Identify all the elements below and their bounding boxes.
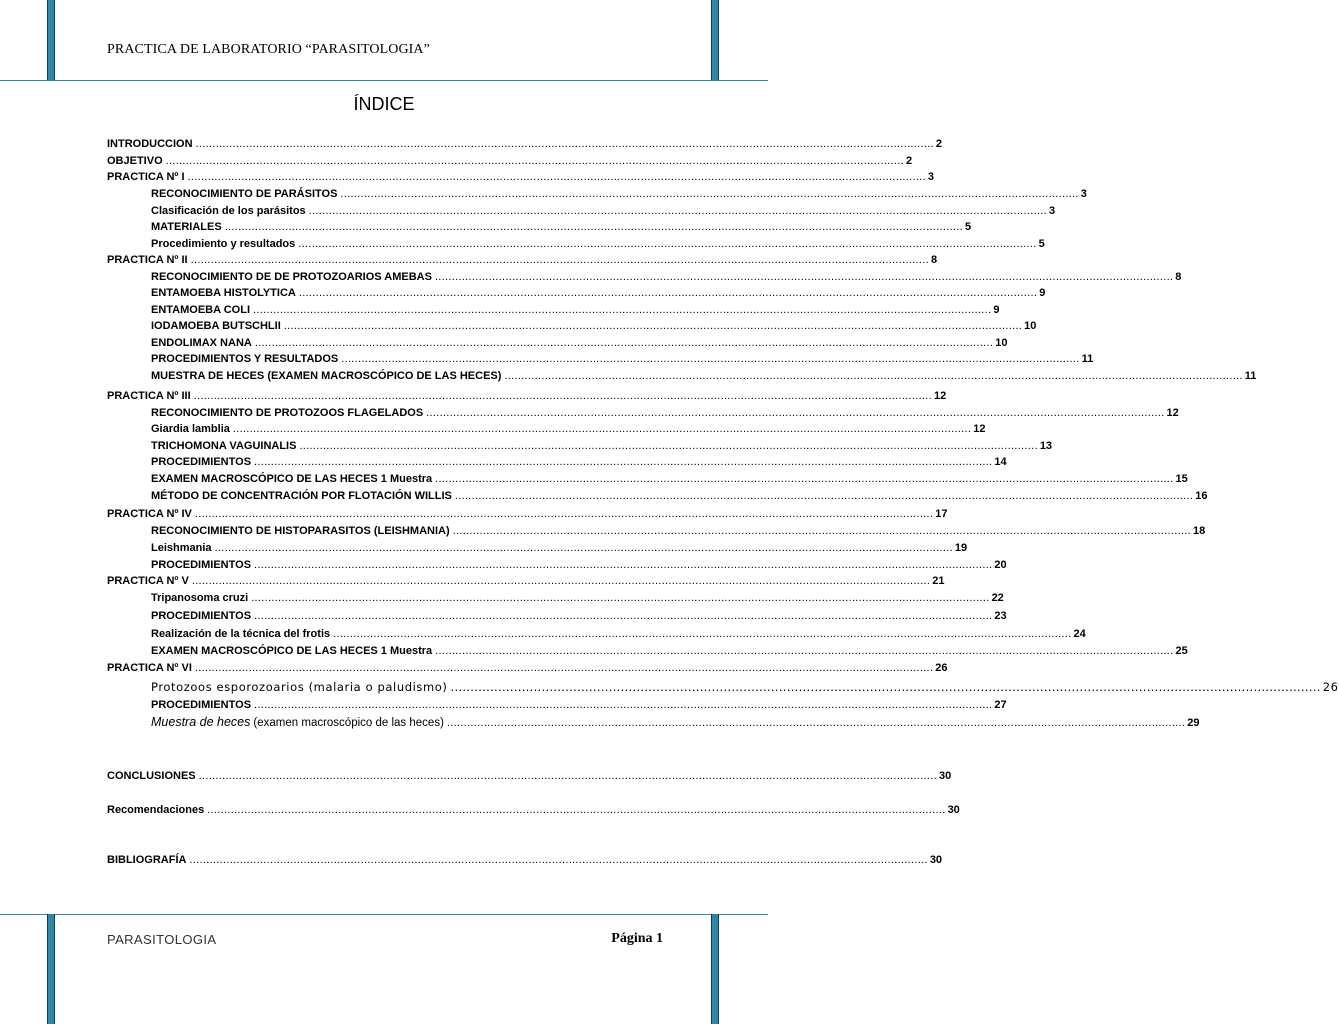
toc-entry-label: RECONOCIMIENTO DE PROTOZOOS FLAGELADOS (151, 407, 424, 419)
toc-dot-leader: ............................................................................................................................................................................................................................ (452, 525, 1192, 537)
toc-entry-label: TRICHOMONA VAGUINALIS (151, 440, 297, 452)
toc-entry-label: MÉTODO DE CONCENTRACIÓN POR FLOTACIÓN WILLIS (151, 490, 452, 502)
toc-dot-leader: ............................................................................................................................................................................................................................ (504, 370, 1243, 382)
toc-entry[interactable] (107, 573, 945, 589)
toc-entry-page: 18 (1193, 525, 1206, 537)
toc-dot-leader: ............................................................................................................................................................................................................................ (254, 456, 993, 468)
toc-entry-page: 3 (1049, 205, 1056, 217)
toc-entry[interactable] (107, 852, 943, 868)
toc-entry-page: 25 (1175, 645, 1188, 657)
toc-dot-leader: ............................................................................................................................................................................................................................ (454, 490, 1194, 502)
toc-dot-leader: ............................................................................................................................................................................................................................ (251, 592, 990, 604)
toc-entry-page: 23 (994, 610, 1007, 622)
toc-entry[interactable] (151, 203, 1056, 219)
toc-entry-page: 8 (1175, 271, 1182, 283)
toc-entry-page: 30 (947, 804, 960, 816)
toc-dot-leader: ............................................................................................................................................................................................................................ (308, 205, 1048, 217)
toc-entry-page: 16 (1195, 490, 1208, 502)
toc-entry[interactable] (151, 488, 1208, 504)
toc-entry[interactable] (107, 768, 952, 784)
toc-dot-leader: ............................................................................................................................................................................................................................ (435, 645, 1174, 657)
toc-entry[interactable] (151, 590, 1004, 606)
footer-right-bar (711, 914, 719, 1024)
toc-entry-page: 13 (1039, 440, 1053, 452)
toc-entry-label: OBJETIVO (107, 155, 163, 167)
toc-dot-leader: ............................................................................................................................................................................................................................ (214, 542, 953, 554)
toc-entry-page: 9 (1039, 287, 1046, 299)
toc-entry[interactable] (107, 252, 938, 268)
toc-entry[interactable] (151, 405, 1179, 421)
toc-entry-label: PROCEDIMIENTOS (151, 559, 252, 571)
toc-dot-leader: ............................................................................................................................................................................................................................ (254, 699, 993, 711)
toc-entry[interactable] (151, 269, 1182, 285)
toc-dot-leader: ............................................................................................................................................................................................................................ (195, 138, 934, 150)
toc-entry-label: ENTAMOEBA COLI (151, 304, 250, 316)
toc-entry-label: IODAMOEBA BUTSCHLII (151, 320, 281, 332)
toc-entry[interactable] (151, 318, 1037, 334)
toc-dot-leader: ............................................................................................................................................................................................................................ (224, 221, 964, 233)
toc-entry-page: 11 (1244, 370, 1257, 382)
toc-entry-page: 26 (1322, 680, 1339, 694)
toc-entry[interactable] (107, 388, 947, 404)
toc-entry-label: Leishmania (151, 542, 212, 554)
toc-entry-label: INTRODUCCION (107, 138, 193, 150)
toc-entry-label: Clasificación de los parásitos (151, 205, 306, 217)
toc-entry-page: 30 (938, 770, 952, 782)
toc-entry-page: 17 (935, 508, 948, 520)
toc-entry-label: PRACTICA Nº II (107, 254, 188, 266)
toc-entry[interactable] (151, 438, 1053, 454)
toc-entry-label (151, 714, 444, 731)
page-title: ÍNDICE (353, 94, 415, 114)
toc-entry[interactable] (151, 302, 1000, 318)
toc-dot-leader: ............................................................................................................................................................................................................................ (426, 407, 1165, 419)
toc-entry[interactable] (151, 236, 1045, 252)
toc-dot-leader: ............................................................................................................................................................................................................................ (191, 575, 931, 587)
toc-entry-label: MUESTRA DE HECES (EXAMEN MACROSCÓPICO DE LAS HECES) (151, 370, 502, 382)
toc-dot-leader: ............................................................................................................................................................................................................................ (165, 155, 904, 167)
toc-entry-page: 5 (1038, 238, 1045, 250)
toc-entry-label: PRACTICA Nº V (107, 575, 189, 587)
toc-entry-page: 12 (934, 390, 947, 402)
toc-dot-leader: ............................................................................................................................................................................................................................ (446, 717, 1186, 729)
header-title: PRACTICA DE LABORATORIO “PARASITOLOGIA” (107, 42, 430, 57)
toc-entry[interactable] (151, 335, 1008, 351)
toc-entry-page: 3 (1080, 188, 1087, 200)
toc-entry-label: PRACTICA Nº I (107, 171, 185, 183)
toc-dot-leader: ............................................................................................................................................................................................................................ (333, 628, 1072, 640)
toc-entry-label: BIBLIOGRAFÍA (107, 854, 187, 866)
toc-entry[interactable] (107, 153, 913, 169)
toc-entry-label: Procedimiento y resultados (151, 238, 296, 250)
toc-entry-page: 20 (994, 559, 1007, 571)
toc-entry-page: 2 (935, 138, 943, 150)
footer-left-bar (47, 914, 55, 1024)
toc-dot-leader: ............................................................................................................................................................................................................................ (298, 238, 1037, 250)
toc-entry[interactable] (107, 506, 948, 522)
toc-dot-leader: ............................................................................................................................................................................................................................ (190, 254, 929, 266)
toc-entry-label: PROCEDIMIENTOS (151, 456, 252, 468)
toc-entry-label: PRACTICA Nº VI (107, 662, 192, 674)
toc-entry[interactable] (151, 608, 1007, 624)
toc-entry-page: 10 (1024, 320, 1037, 332)
toc-dot-leader: ............................................................................................................................................................................................................................ (283, 320, 1023, 332)
toc-dot-leader: ............................................................................................................................................................................................................................ (299, 440, 1038, 452)
toc-entry-page: 11 (1081, 353, 1094, 365)
toc-entry-page: 22 (991, 592, 1004, 604)
toc-entry-label: Giardia lamblia (151, 423, 230, 435)
toc-dot-leader: ............................................................................................................................................................................................................................ (254, 610, 993, 622)
toc-entry-page: 3 (927, 171, 935, 183)
toc-entry[interactable] (151, 643, 1188, 659)
toc-entry[interactable] (151, 697, 1007, 713)
toc-dot-leader: ............................................................................................................................................................................................................................ (254, 337, 994, 349)
toc-entry[interactable] (151, 454, 1007, 470)
toc-dot-leader: ............................................................................................................................................................................................................................ (435, 473, 1174, 485)
toc-entry[interactable] (151, 523, 1206, 539)
toc-dot-leader: ............................................................................................................................................................................................................................ (254, 559, 993, 571)
toc-entry-page: 2 (905, 155, 913, 167)
toc-entry-label: Protozoos esporozoarios (malaria o paludismo) (151, 680, 448, 694)
toc-entry-label: EXAMEN MACROSCÓPICO DE LAS HECES 1 Muestra (151, 645, 433, 657)
toc-entry-label: Recomendaciones (107, 804, 205, 816)
toc-dot-leader: ............................................................................................................................................................................................................................ (450, 680, 1321, 694)
toc-entry-page: 29 (1187, 717, 1200, 729)
toc-entry-label: RECONOCIMIENTO DE DE PROTOZOARIOS AMEBAS (151, 271, 432, 283)
toc-entry-label-italic: Muestra de heces (151, 715, 251, 729)
toc-entry[interactable] (151, 351, 1094, 367)
toc-entry-label: RECONOCIMIENTO DE HISTOPARASITOS (LEISHMANIA) (151, 525, 450, 537)
footer-rule (0, 914, 768, 915)
toc-entry-label: Tripanosoma cruzi (151, 592, 249, 604)
toc-entry[interactable] (151, 285, 1046, 301)
footer-page-number: Página 1 (611, 931, 663, 946)
toc-entry[interactable] (151, 540, 968, 556)
footer-left-text: PARASITOLOGIA (107, 932, 217, 947)
toc-entry[interactable] (151, 421, 986, 437)
toc-dot-leader: ............................................................................................................................................................................................................................ (189, 854, 928, 866)
toc-dot-leader: ............................................................................................................................................................................................................................ (194, 508, 934, 520)
toc-dot-leader: ............................................................................................................................................................................................................................ (194, 662, 934, 674)
toc-entry[interactable] (107, 169, 935, 185)
toc-dot-leader: ............................................................................................................................................................................................................................ (207, 804, 946, 816)
toc-dot-leader: ............................................................................................................................................................................................................................ (253, 304, 992, 316)
toc-dot-leader: ............................................................................................................................................................................................................................ (340, 188, 1079, 200)
toc-entry[interactable] (151, 557, 1007, 573)
toc-entry-label: CONCLUSIONES (107, 770, 196, 782)
toc-entry-label: PROCEDIMIENTOS Y RESULTADOS (151, 353, 339, 365)
toc-entry-label: PROCEDIMIENTOS (151, 610, 252, 622)
toc-entry-page: 9 (993, 304, 1000, 316)
toc-entry[interactable] (151, 679, 1339, 695)
toc-entry-label: RECONOCIMIENTO DE PARÁSITOS (151, 188, 338, 200)
toc-entry-label: PRACTICA Nº IV (107, 508, 192, 520)
toc-entry[interactable] (107, 136, 943, 152)
toc-entry-label: MATERIALES (151, 221, 222, 233)
toc-entry[interactable] (151, 626, 1086, 642)
header-rule (0, 80, 768, 81)
toc-entry[interactable] (151, 714, 1200, 730)
toc-entry-label: PRACTICA Nº III (107, 390, 191, 402)
header-right-bar (711, 0, 719, 80)
toc-entry-page: 15 (1175, 473, 1188, 485)
toc-dot-leader: ............................................................................................................................................................................................................................ (193, 390, 933, 402)
toc-entry[interactable] (107, 802, 960, 818)
toc-entry[interactable] (107, 660, 948, 676)
toc-entry-page: 30 (929, 854, 943, 866)
toc-entry-page: 27 (994, 699, 1007, 711)
header-left-bar (47, 0, 55, 80)
toc-dot-leader: ............................................................................................................................................................................................................................ (298, 287, 1038, 299)
toc-entry-page: 26 (935, 662, 948, 674)
toc-entry-label: EXAMEN MACROSCÓPICO DE LAS HECES 1 Muestra (151, 473, 433, 485)
toc-entry-label-normal: (examen macroscópico de las heces) (253, 717, 444, 729)
toc-dot-leader: ............................................................................................................................................................................................................................ (341, 353, 1080, 365)
toc-entry-page: 5 (965, 221, 972, 233)
toc-entry-page: 21 (932, 575, 945, 587)
toc-entry-page: 14 (994, 456, 1007, 468)
toc-entry-label: ENTAMOEBA HISTOLYTICA (151, 287, 296, 299)
toc-entry-label: Realización de la técnica del frotis (151, 628, 331, 640)
toc-dot-leader: ............................................................................................................................................................................................................................ (232, 423, 972, 435)
toc-entry-page: 12 (973, 423, 986, 435)
toc-dot-leader: ............................................................................................................................................................................................................................ (198, 770, 937, 782)
toc-entry-page: 24 (1073, 628, 1086, 640)
toc-entry-page: 19 (954, 542, 968, 554)
toc-entry-page: 10 (995, 337, 1008, 349)
toc-entry-page: 8 (930, 254, 938, 266)
toc-entry[interactable] (151, 471, 1188, 487)
toc-entry[interactable] (151, 368, 1257, 384)
toc-dot-leader: ............................................................................................................................................................................................................................ (434, 271, 1174, 283)
toc-entry[interactable] (151, 219, 972, 235)
toc-entry-page: 12 (1166, 407, 1179, 419)
toc-entry-label: PROCEDIMIENTOS (151, 699, 252, 711)
toc-entry-label: ENDOLIMAX NANA (151, 337, 252, 349)
toc-entry[interactable] (151, 186, 1087, 202)
toc-dot-leader: ............................................................................................................................................................................................................................ (187, 171, 926, 183)
